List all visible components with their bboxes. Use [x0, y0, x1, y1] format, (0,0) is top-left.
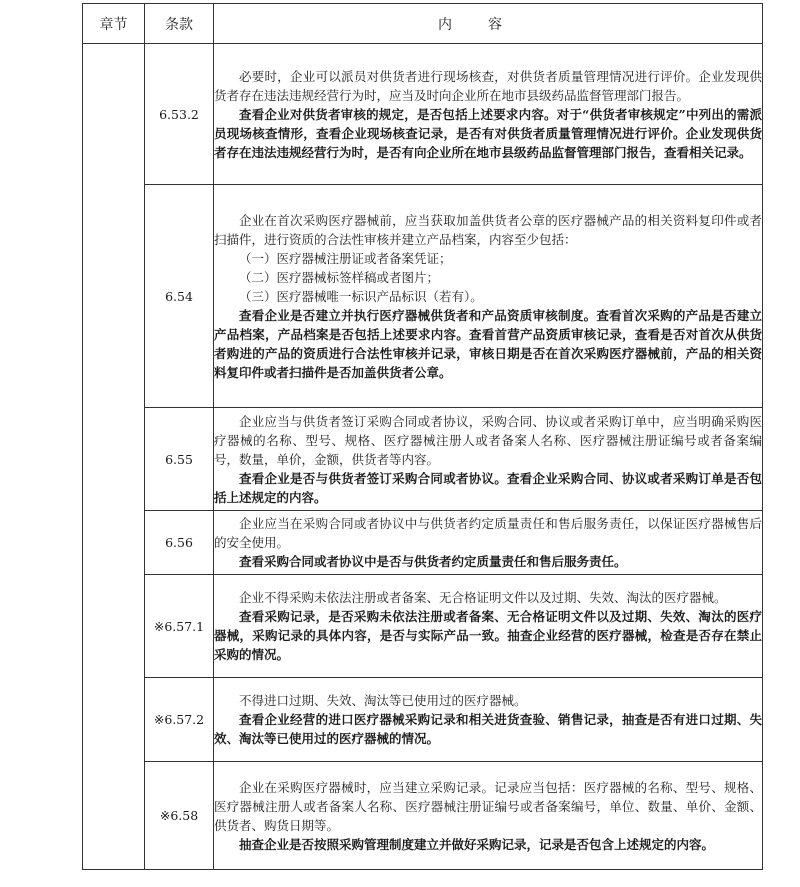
regulation-table — [82, 3, 763, 870]
clause-number: 6.53.2 — [145, 44, 214, 185]
requirement-text: 不得进口过期、失效、淘汰等已使用过的医疗器械。 — [239, 693, 527, 708]
clause-number: 6.54 — [145, 185, 214, 408]
header-content: 内容 — [214, 4, 763, 44]
content-cell — [214, 762, 763, 870]
inspection-text: 查看采购合同或者协议中是否与供货者约定质量责任和售后服务责任。 — [239, 554, 627, 569]
inspection-text: 查看企业经营的进口医疗器械采购记录和相关进货查验、销售记录，抽查是否有进口过期、失效、淘汰等已使用过的医疗器械的情况。 — [214, 712, 762, 746]
content-cell — [214, 185, 763, 408]
inspection-text: 查看采购记录，是否采购未依法注册或者备案、无合格证明文件以及过期、失效、淘汰的医疗器械，采购记录的具体内容，是否与实际产品一致。抽查企业经营的医疗器械，检查是否存在禁止采购的情况。 — [214, 609, 762, 662]
chapter-cell — [83, 44, 145, 870]
header-chapter: 章节 — [83, 4, 145, 44]
inspection-text: 抽查企业是否按照采购管理制度建立并做好采购记录，记录是否包含上述规定的内容。 — [239, 836, 715, 852]
inspection-text: 查看企业是否与供货者签订采购合同或者协议。查看企业采购合同、协议或者采购订单是否包括上述规定的内容。 — [214, 470, 762, 505]
requirement-text: 企业不得采购未依法注册或者备案、无合格证明文件以及过期、失效、淘汰的医疗器械。 — [239, 590, 727, 605]
content-cell — [214, 408, 763, 511]
clause-number: ※6.57.2 — [145, 678, 214, 762]
table-row — [83, 408, 763, 511]
requirement-text: 企业在首次采购医疗器械前，应当获取加盖供货者公章的医疗器械产品的相关资料复印件或者扫描件，进行资质的合法性审核并建立产品档案，内容至少包括： — [214, 212, 762, 247]
requirement-text: 企业应当与供货者签订采购合同或者协议，采购合同、协议或者采购订单中，应当明确采购医疗器械的名称、型号、规格、医疗器械注册人或者备案人名称、医疗器械注册证编号或者备案编号，数量，单价，金额，供货者等内容。 — [214, 413, 762, 467]
requirement-item: （二）医疗器械标签样稿或者图片； — [239, 269, 440, 285]
clause-number: ※6.57.1 — [145, 575, 214, 678]
inspection-text: 查看企业对供货者审核的规定，是否包括上述要求内容。对于“供货者审核规定”中列出的需派员现场核查情形，查看企业现场核查记录，是否有对供货者质量管理情况进行评价。企业发现供货者存在违法违规经营行为时，是否有向企业所在地市县级药品监督管理部门报告，查看相关记录。 — [214, 106, 762, 160]
table-row — [83, 678, 763, 762]
header-clause: 条款 — [145, 4, 214, 44]
requirement-text: 企业应当在采购合同或者协议中与供货者约定质量责任和售后服务责任，以保证医疗器械售后的安全使用。 — [214, 516, 762, 550]
requirement-text: 企业在采购医疗器械时，应当建立采购记录。记录应当包括：医疗器械的名称、型号、规格、医疗器械注册人或者备案人名称、医疗器械注册证编号或者备案编号，单位、数量、单价、金额、供货者、购货日期等。 — [214, 779, 762, 833]
clause-number: ※6.58 — [145, 762, 214, 870]
clause-number: 6.55 — [145, 408, 214, 511]
table-row — [83, 44, 763, 185]
content-cell — [214, 511, 763, 575]
requirement-text: 必要时，企业可以派员对供货者进行现场核查，对供货者质量管理情况进行评价。企业发现供货者存在违法违规经营行为时，应当及时向企业所在地市县级药品监督管理部门报告。 — [214, 68, 762, 103]
table-row — [83, 511, 763, 575]
table-row — [83, 185, 763, 408]
header-row — [83, 4, 763, 44]
clause-number: 6.56 — [145, 511, 214, 575]
requirement-item: （三）医疗器械唯一标识产品标识（若有）。 — [239, 288, 483, 304]
table-row — [83, 762, 763, 870]
requirement-item: （一）医疗器械注册证或者备案凭证； — [239, 250, 452, 266]
content-cell — [214, 678, 763, 762]
table-row — [83, 575, 763, 678]
content-cell — [214, 44, 763, 185]
inspection-text: 查看企业是否建立并执行医疗器械供货者和产品资质审核制度。查看首次采购的产品是否建立产品档案，产品档案是否包括上述要求内容。查看首营产品资质审核记录，查看是否对首次从供货者购进的产品的资质进行合法性审核并记录，审核日期是否在首次采购医疗器械前，产品的相关资料复印件或者扫描件是否加盖供货者公章。 — [214, 307, 762, 380]
content-cell — [214, 575, 763, 678]
